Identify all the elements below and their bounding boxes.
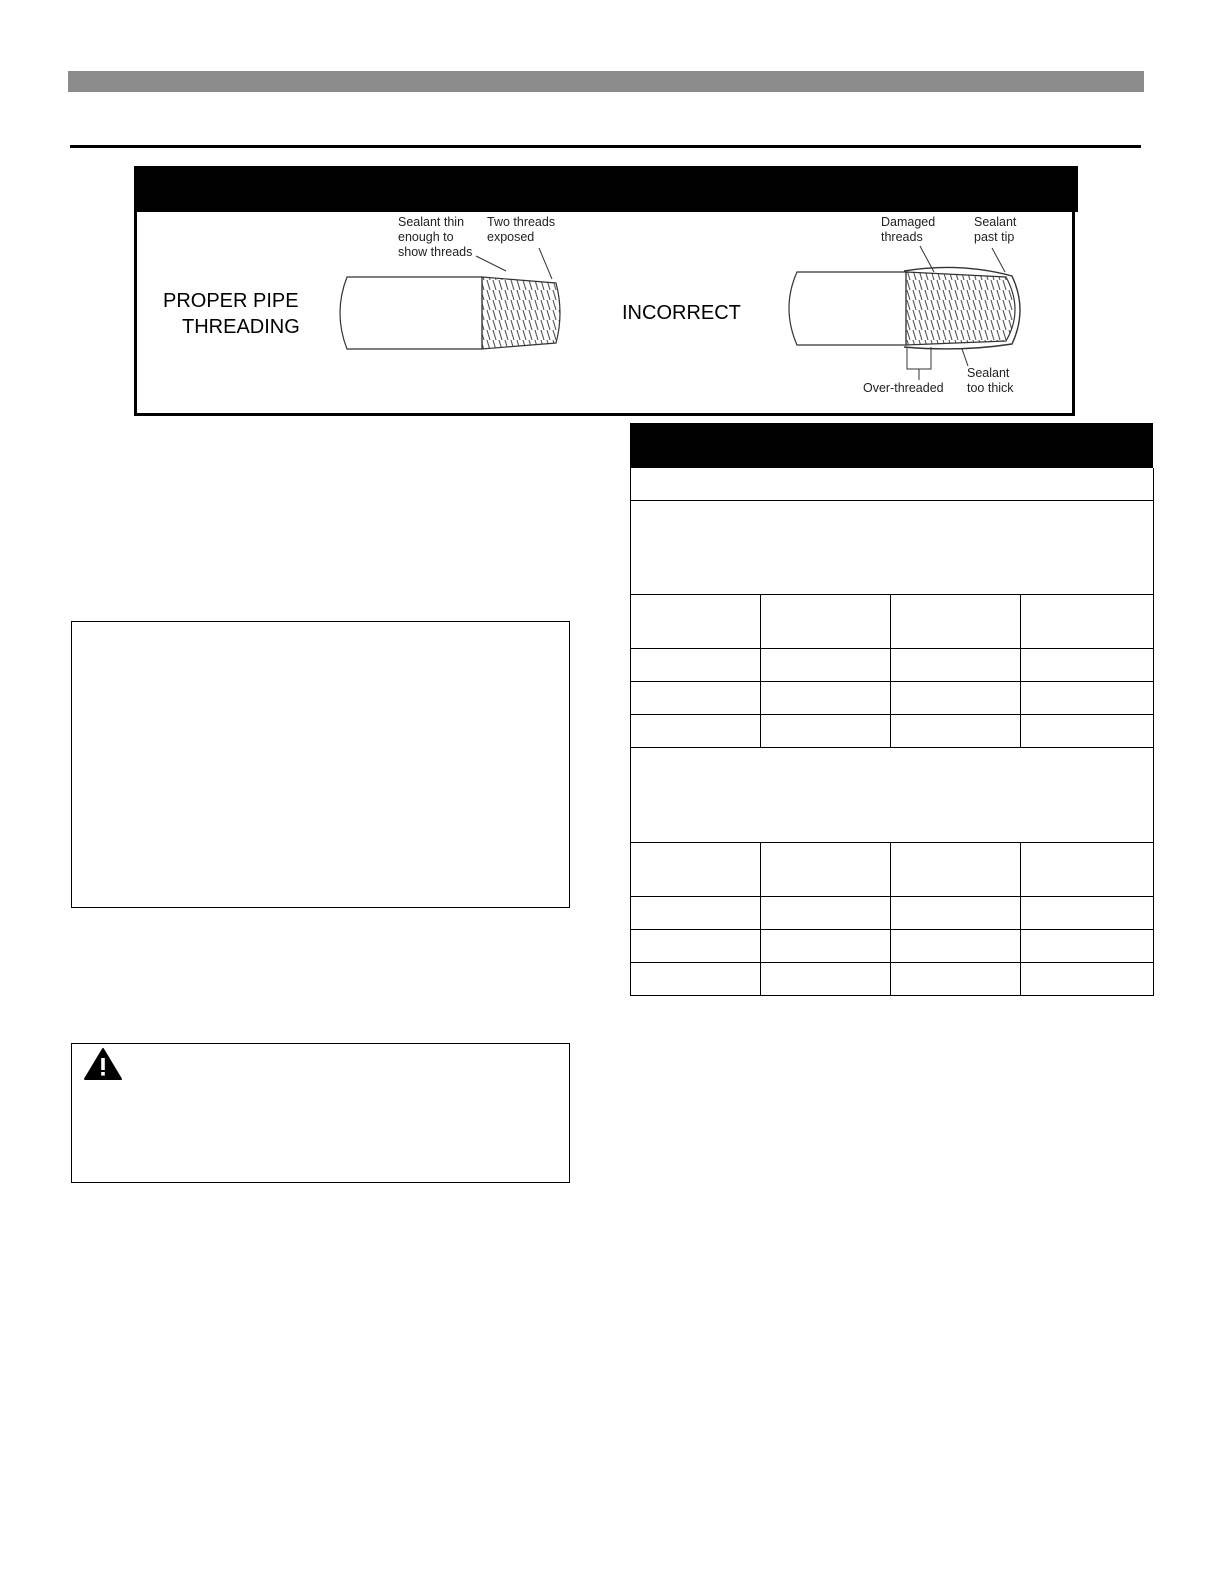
table-cell	[631, 681, 761, 714]
table-header-bar	[630, 423, 1153, 468]
table-cell	[1021, 962, 1154, 995]
callout-line: Two threads	[487, 215, 556, 229]
callout-line: Sealant	[974, 215, 1017, 229]
table-cell	[761, 648, 891, 681]
table-cell	[891, 648, 1021, 681]
table-grid	[630, 468, 1154, 996]
table-cell	[761, 929, 891, 962]
callout-line: Damaged	[881, 215, 936, 229]
proper-pipe-drawing	[340, 248, 560, 349]
table-cell	[1021, 714, 1154, 747]
table-cell	[761, 842, 891, 896]
table-row	[631, 714, 1154, 747]
callout-line: threads	[881, 230, 923, 244]
data-table	[630, 423, 1153, 996]
callout-line: Sealant	[967, 366, 1010, 380]
table-row	[631, 929, 1154, 962]
table-row	[631, 648, 1154, 681]
table-cell	[891, 896, 1021, 929]
callout-line: show threads	[398, 245, 473, 259]
incorrect-pipe-drawing	[789, 246, 1020, 380]
table-cell	[1021, 842, 1154, 896]
table-cell	[631, 594, 761, 648]
callout-line: Sealant thin	[398, 215, 465, 229]
table-row	[631, 681, 1154, 714]
incorrect-label: INCORRECT	[622, 302, 741, 324]
table-cell	[891, 842, 1021, 896]
pipe-drawings	[0, 0, 1224, 430]
warning-triangle-icon	[83, 1047, 123, 1081]
table-cell	[761, 896, 891, 929]
table-cell	[1021, 648, 1154, 681]
table-cell	[891, 594, 1021, 648]
table-cell	[631, 929, 761, 962]
table-cell	[761, 714, 891, 747]
proper-label-line1: PROPER PIPE	[163, 290, 299, 312]
proper-label-line2: THREADING	[182, 316, 300, 338]
warning-box	[71, 1043, 570, 1183]
table-cell	[631, 747, 1154, 842]
table-row	[631, 962, 1154, 995]
callout-line: enough to	[398, 230, 454, 244]
callout-line: exposed	[487, 230, 535, 244]
table-cell	[631, 842, 761, 896]
table-cell	[631, 468, 1154, 500]
table-cell	[891, 714, 1021, 747]
table-cell	[631, 962, 761, 995]
table-cell	[761, 681, 891, 714]
table-cell	[631, 500, 1154, 594]
table-cell	[631, 896, 761, 929]
table-cell	[761, 962, 891, 995]
table-cell	[1021, 681, 1154, 714]
callout-line: past tip	[974, 230, 1015, 244]
table-cell	[1021, 929, 1154, 962]
callout-over-threaded: Over-threaded	[863, 381, 944, 395]
table-cell	[891, 962, 1021, 995]
table-cell	[1021, 896, 1154, 929]
table-cell	[1021, 594, 1154, 648]
table-cell	[761, 594, 891, 648]
callout-line: too thick	[967, 381, 1014, 395]
table-cell	[631, 648, 761, 681]
table-row	[631, 594, 1154, 648]
note-box	[71, 621, 570, 908]
table-row	[631, 842, 1154, 896]
table-row	[631, 896, 1154, 929]
table-cell	[891, 929, 1021, 962]
table-cell	[891, 681, 1021, 714]
table-cell	[631, 714, 761, 747]
